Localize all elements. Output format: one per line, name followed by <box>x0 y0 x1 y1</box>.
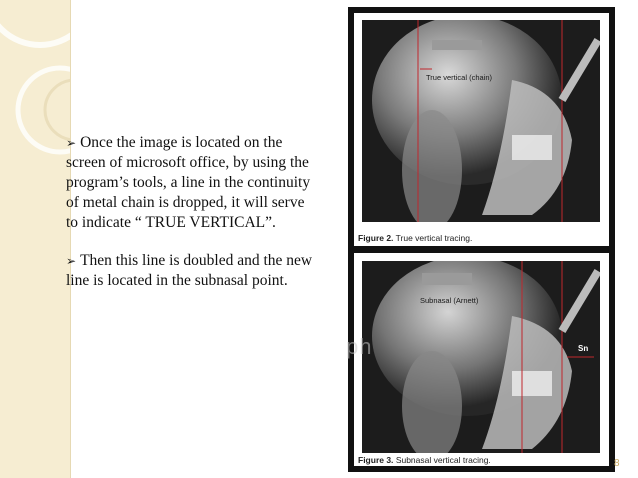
sn-point-label: Sn <box>578 344 589 353</box>
figure-caption: Figure 3. Subnasal vertical tracing. <box>358 455 491 465</box>
xray-image <box>362 261 600 453</box>
bullet-arrow-icon: ➢ <box>66 136 77 150</box>
decorative-side-strip <box>0 0 71 478</box>
bullet-text: Then this line is doubled and the new line is located in the subnasal point. <box>66 252 313 289</box>
xray-image <box>362 20 600 222</box>
slide-number: 8 <box>614 458 620 469</box>
bullet-arrow-icon: ➢ <box>66 254 77 268</box>
bullet-text: Once the image is located on the screen of microsoft office, by using the program’s tools, a line in the continuity of metal chain is dropped, it will serve to indicate “ TRUE VERTICAL”. <box>66 134 311 231</box>
figure-subnasal-vertical <box>354 253 609 466</box>
decorative-circles <box>0 0 70 478</box>
overlay-label: Subnasal (Arnett) <box>420 296 479 305</box>
figure-caption: Figure 2. True vertical tracing. <box>358 233 473 243</box>
figure-true-vertical <box>354 13 609 246</box>
watermark: ph <box>346 334 373 359</box>
bullet-list <box>66 133 316 309</box>
bullet-item <box>66 251 316 291</box>
bullet-item <box>66 133 316 233</box>
overlay-label: True vertical (chain) <box>426 73 492 82</box>
